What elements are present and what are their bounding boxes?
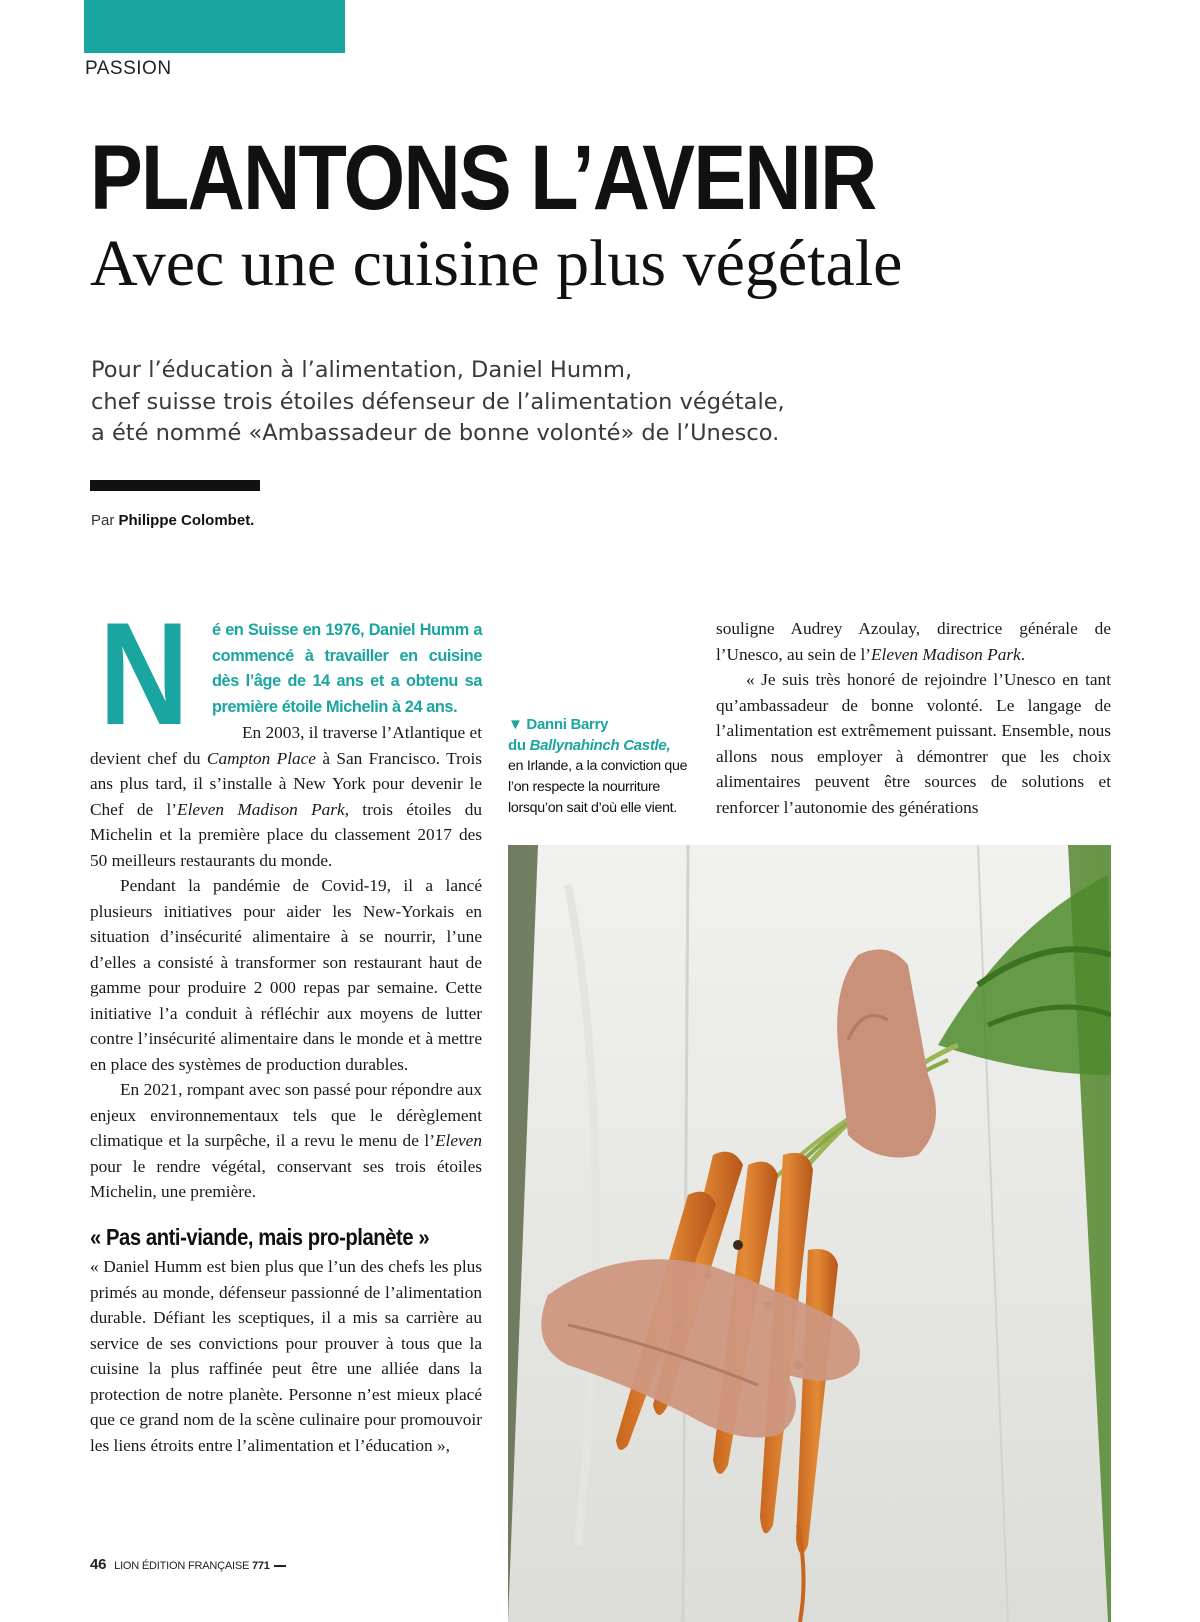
- italic-title: Eleven Madison Park: [177, 799, 345, 819]
- article-subhead: Avec une cuisine plus végétale: [90, 227, 903, 300]
- article-photo: [508, 845, 1111, 1622]
- text-run: En 2021, rompant avec son passé pour répondre aux enjeux environnementaux tels que le dérèglement climatique et la surpêche, il a revu le menu de l’: [90, 1080, 482, 1150]
- byline-prefix: Par: [91, 512, 115, 529]
- italic-title: Eleven Madison Park: [871, 644, 1021, 664]
- intro-paragraph: é en Suisse en 1976, Daniel Humm a commencé à travailler en cuisine dès l’âge de 14 ans et a obtenu sa première étoile Michelin à 24 ans.: [212, 621, 482, 716]
- right-column: [716, 616, 1111, 820]
- article-headline: PLANTONS L’AVENIR: [90, 127, 876, 229]
- text-run: , trois étoiles du Michelin et la première place du classement 2017 des 50 meilleurs restaurants du monde.: [90, 799, 482, 870]
- caption-text: en Irlande, a la conviction que l’on respecte la nourriture lorsqu’on sait d’où elle vient.: [508, 758, 688, 816]
- section-color-tab: [84, 0, 345, 53]
- section-heading: « Pas anti-viande, mais pro-planète »: [90, 1223, 430, 1250]
- body-paragraph: Pendant la pandémie de Covid-19, il a lancé plusieurs initiatives pour aider les New-Yorkais en situation d’insécurité alimentaire à se nourrir, l’une d’elles a consisté à transformer son restaurant haut de gamme pour produire 2 000 repas par semaine. Cette initiative l’a conduit à réfléchir aux moyens de lutter contre l’insécurité alimentaire dans le monde et à mettre en place des systèmes de production durables.: [90, 876, 482, 1074]
- italic-title: Campton Place: [206, 748, 316, 768]
- caption-marker-icon: ▼: [508, 716, 523, 733]
- body-paragraph: « Je suis très honoré de rejoindre l’Unesco en tant qu’ambassadeur de bonne volonté. Le langage de l’alimentation est extrêmement puissant. Ensemble, nous allons nous employer à démontrer que les choix alimentaires peuvent être sources de solutions et renforcer l’autonomie des générations: [716, 670, 1111, 817]
- text-run: à San Francisco. Trois ans plus tard, il s’installe à New York pour devenir le Chef de l’: [90, 748, 483, 819]
- text-run: .: [1020, 644, 1026, 664]
- lead-line: a été nommé «Ambassadeur de bonne volonté» de l’Unesco.: [91, 420, 780, 446]
- page-footer: [90, 1556, 286, 1573]
- photo-caption: [508, 714, 698, 819]
- body-paragraph: « Daniel Humm est bien plus que l’un des chefs les plus primés au monde, défenseur passionné de l’alimentation durable. Défiant les sceptiques, il a mis sa carrière au service de ses convictions pour prouver à tous que la cuisine la plus raffinée peut être une alliée dans la protection de notre planète. Personne n’est mieux placé que ce grand nom de la scène culinaire pour promouvoir les liens étroits entre l’alimentation et l’éducation »,: [90, 1257, 482, 1455]
- text-run: pour le rendre végétal, conservant ses trois étoiles Michelin, une première.: [90, 1156, 482, 1201]
- caption-place-prefix: du: [508, 737, 530, 754]
- lead-line: Pour l’éducation à l’alimentation, Daniel Humm,: [91, 357, 633, 383]
- body-paragraph: [716, 616, 1111, 667]
- caption-title: [508, 714, 698, 756]
- byline-rule: [90, 480, 260, 491]
- body-paragraph: [90, 1077, 482, 1205]
- lead-line: chef suisse trois étoiles défenseur de l’alimentation végétale,: [91, 388, 785, 415]
- section-label: PASSION: [85, 58, 172, 79]
- text-run: En 2003, il traverse l’Atlantique et devient chef du: [90, 723, 482, 768]
- carrots-photo-illustration: [508, 845, 1111, 1622]
- publication-name: LION ÉDITION FRANÇAISE: [114, 1560, 250, 1572]
- caption-place: Ballynahinch Castle,: [529, 737, 671, 754]
- text-run: souligne Audrey Azoulay, directrice générale de l’Unesco, au sein de l’: [716, 619, 1111, 664]
- caption-name: Danni Barry: [526, 716, 609, 733]
- italic-title: Eleven: [434, 1131, 482, 1150]
- page-number: 46: [90, 1556, 107, 1573]
- byline: [91, 512, 254, 529]
- left-column: [90, 592, 483, 1458]
- footer-dash: [274, 1565, 286, 1567]
- byline-author: Philippe Colombet.: [118, 512, 255, 529]
- drop-cap: N: [99, 592, 189, 755]
- issue-number: 771: [251, 1560, 270, 1572]
- article-lead: [91, 355, 991, 450]
